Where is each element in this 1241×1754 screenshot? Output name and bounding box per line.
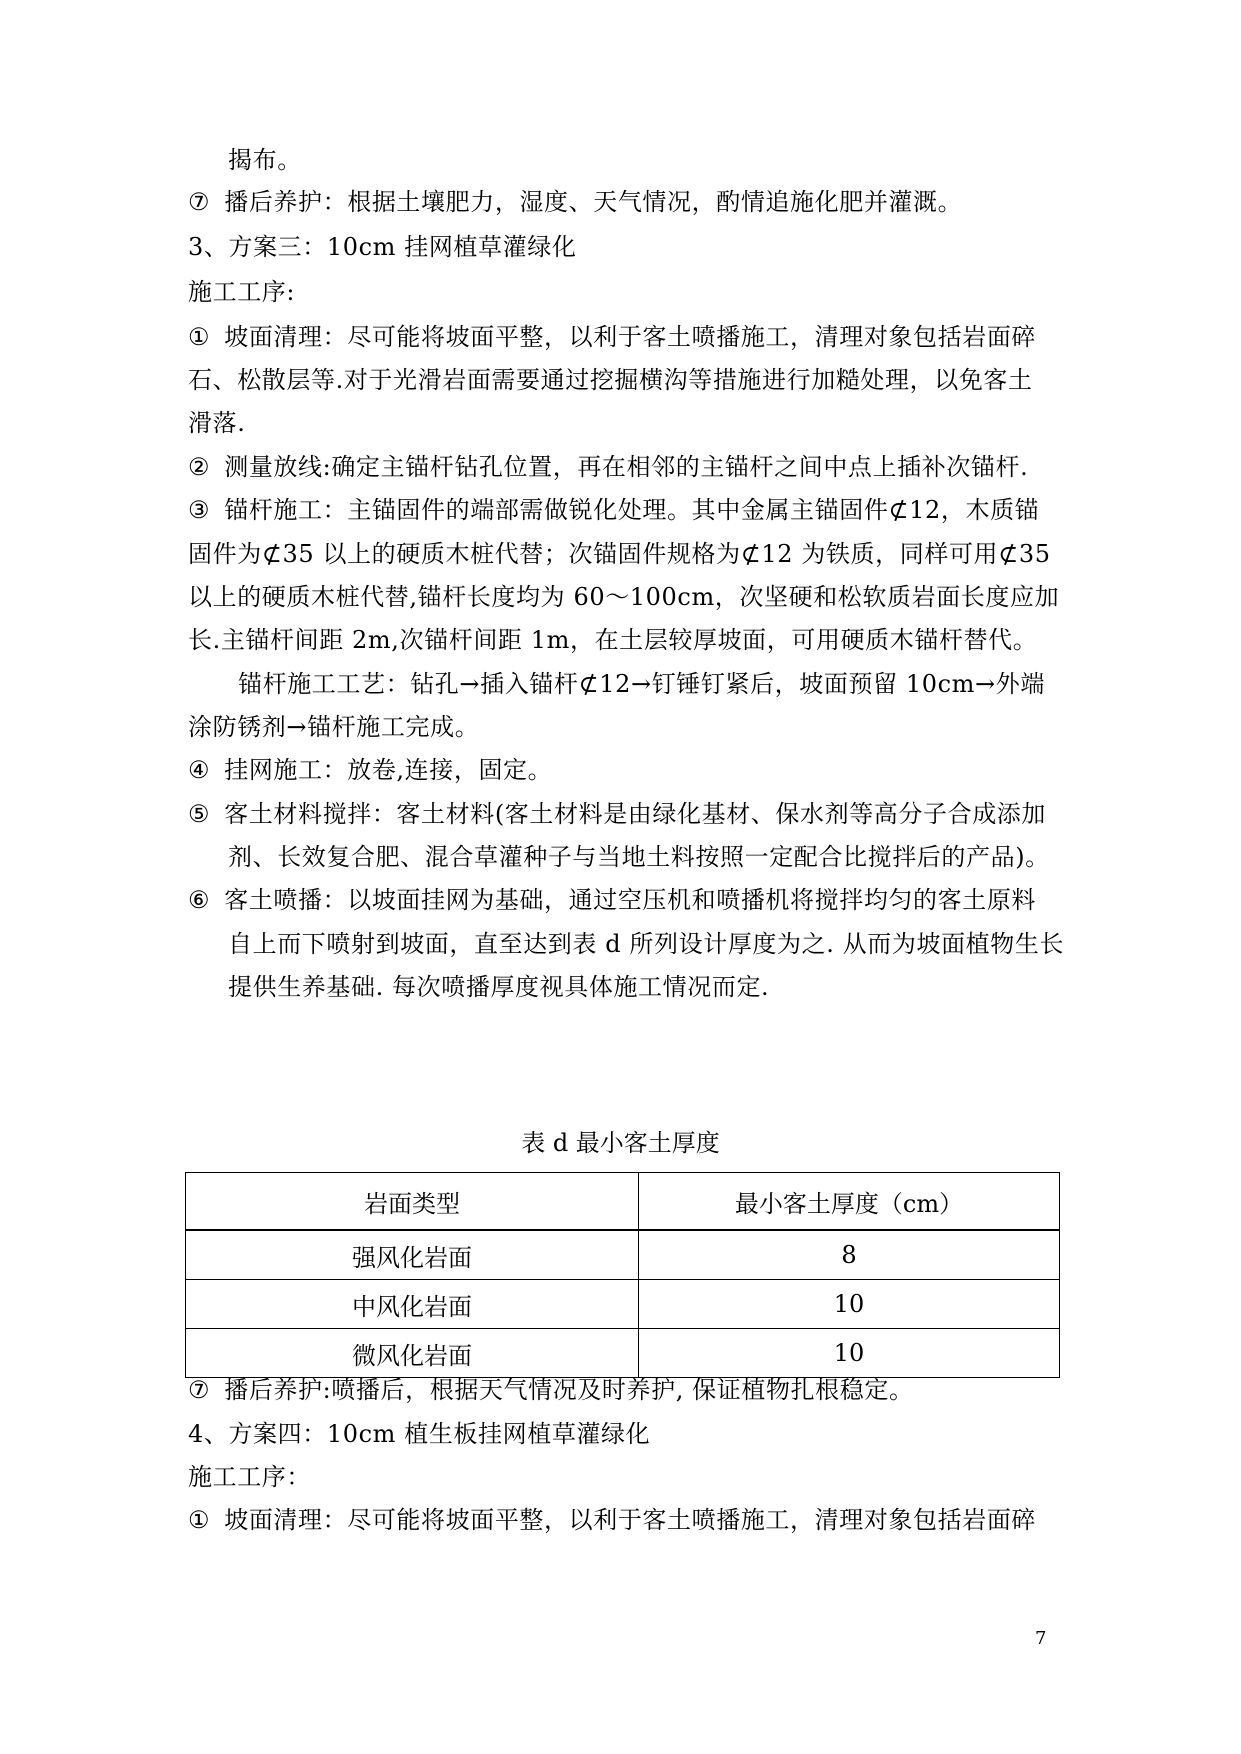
item-number: ① — [188, 1506, 211, 1534]
item-number: ② — [188, 453, 211, 481]
paragraph-line — [188, 538, 1058, 570]
line-text: 4、方案四：10cm 植生板挂网植草灌绿化 — [188, 1420, 651, 1448]
line-text: 提供生养基础. 每次喷播厚度视具体施工情况而定. — [228, 973, 770, 1001]
table-cell: 微风化岩面 — [186, 1329, 639, 1378]
list-item — [188, 321, 1058, 353]
line-text: 坡面清理：尽可能将坡面平整，以利于客土喷播施工，清理对象包括岩面碎 — [224, 323, 1037, 351]
item-number: ⑦ — [188, 1376, 211, 1404]
table-row — [186, 1230, 1060, 1280]
paragraph-line — [228, 971, 1058, 1003]
item-number: ⑥ — [188, 886, 211, 914]
line-text: 涂防锈剂→锚杆施工完成。 — [188, 713, 480, 741]
table-cell: 中风化岩面 — [186, 1280, 639, 1329]
paragraph-line — [188, 1461, 1058, 1493]
line-text: 3、方案三：10cm 挂网植草灌绿化 — [188, 233, 577, 261]
table-caption: 表 d 最小客土厚度 — [521, 1129, 720, 1157]
item-number: ⑤ — [188, 800, 211, 828]
line-text: 测量放线:确定主锚杆钻孔位置，再在相邻的主锚杆之间中点上插补次锚杆. — [224, 453, 1029, 481]
table-row — [186, 1329, 1060, 1378]
item-number: ① — [188, 323, 211, 351]
table-cell: 10 — [639, 1329, 1060, 1378]
list-item — [188, 186, 1058, 218]
table-header-row — [186, 1173, 1060, 1231]
line-text: 石、松散层等.对于光滑岩面需要通过挖掘横沟等措施进行加糙处理，以免客土 — [188, 366, 1033, 394]
item-number: ④ — [188, 756, 211, 784]
min-soil-thickness-table — [185, 1172, 1060, 1378]
line-text: 施工工序: — [188, 278, 296, 306]
line-text: 客土材料搅拌：客土材料(客土材料是由绿化基材、保水剂等高分子合成添加 — [224, 800, 1046, 828]
list-item — [188, 1504, 1058, 1536]
line-text: 锚杆施工：主锚固件的端部需做锐化处理。其中金属主锚固件⊄12，木质锚 — [224, 496, 1040, 524]
line-text: 锚杆施工工艺：钻孔→插入锚杆⊄12→钉锤钉紧后，坡面预留 10cm→外端 — [238, 670, 1045, 698]
line-text: 施工工序： — [188, 1463, 311, 1491]
item-number: ⑦ — [188, 188, 211, 216]
line-text: 揭布。 — [228, 146, 302, 174]
table-cell: 强风化岩面 — [186, 1230, 639, 1280]
item-number: ③ — [188, 496, 211, 524]
paragraph-line — [188, 711, 1058, 743]
table-header-cell: 最小客土厚度（cm） — [639, 1173, 1060, 1231]
page-number: 7 — [1035, 1628, 1047, 1649]
paragraph-line — [238, 668, 1058, 700]
line-text: 长.主锚杆间距 2m,次锚杆间距 1m，在土层较厚坡面，可用硬质木锚杆替代。 — [188, 626, 1038, 654]
section-heading — [188, 231, 1058, 263]
list-item — [188, 884, 1058, 916]
paragraph-line — [188, 364, 1058, 396]
paragraph-line — [228, 144, 1058, 176]
list-item — [188, 451, 1058, 483]
paragraph-line — [228, 841, 1058, 873]
list-item — [188, 754, 1058, 786]
line-text: 固件为⊄35 以上的硬质木桩代替；次锚固件规格为⊄12 为铁质，同样可用⊄35 — [188, 540, 1051, 568]
list-item — [188, 798, 1058, 830]
line-text: 以上的硬质木桩代替,锚杆长度均为 60～100cm，次坚硬和松软质岩面长度应加 — [188, 583, 1060, 611]
paragraph-line — [188, 624, 1058, 656]
line-text: 播后养护:喷播后，根据天气情况及时养护, 保证植物扎根稳定。 — [224, 1376, 914, 1404]
list-item — [188, 1374, 1058, 1406]
line-text: 挂网施工：放卷,连接，固定。 — [224, 756, 553, 784]
line-text: 剂、长效复合肥、混合草灌种子与当地土料按照一定配合比搅拌后的产品)。 — [228, 843, 1050, 871]
list-item — [188, 494, 1058, 526]
paragraph-line — [188, 276, 1058, 308]
line-text: 客土喷播：以坡面挂网为基础，通过空压机和喷播机将搅拌均匀的客土原料 — [224, 886, 1037, 914]
table-row — [186, 1280, 1060, 1329]
paragraph-line — [188, 581, 1058, 613]
table-cell: 10 — [639, 1280, 1060, 1329]
line-text: 播后养护：根据土壤肥力，湿度、天气情况，酌情追施化肥并灌溉。 — [224, 188, 963, 216]
line-text: 滑落. — [188, 409, 246, 437]
section-heading — [188, 1418, 1058, 1450]
table-header-cell: 岩面类型 — [186, 1173, 639, 1231]
line-text: 自上而下喷射到坡面，直至达到表 d 所列设计厚度为之. 从而为坡面植物生长 — [228, 930, 1065, 958]
table-cell: 8 — [639, 1230, 1060, 1280]
paragraph-line — [228, 928, 1065, 960]
line-text: 坡面清理：尽可能将坡面平整，以利于客土喷播施工，清理对象包括岩面碎 — [224, 1506, 1037, 1534]
paragraph-line — [188, 407, 1058, 439]
